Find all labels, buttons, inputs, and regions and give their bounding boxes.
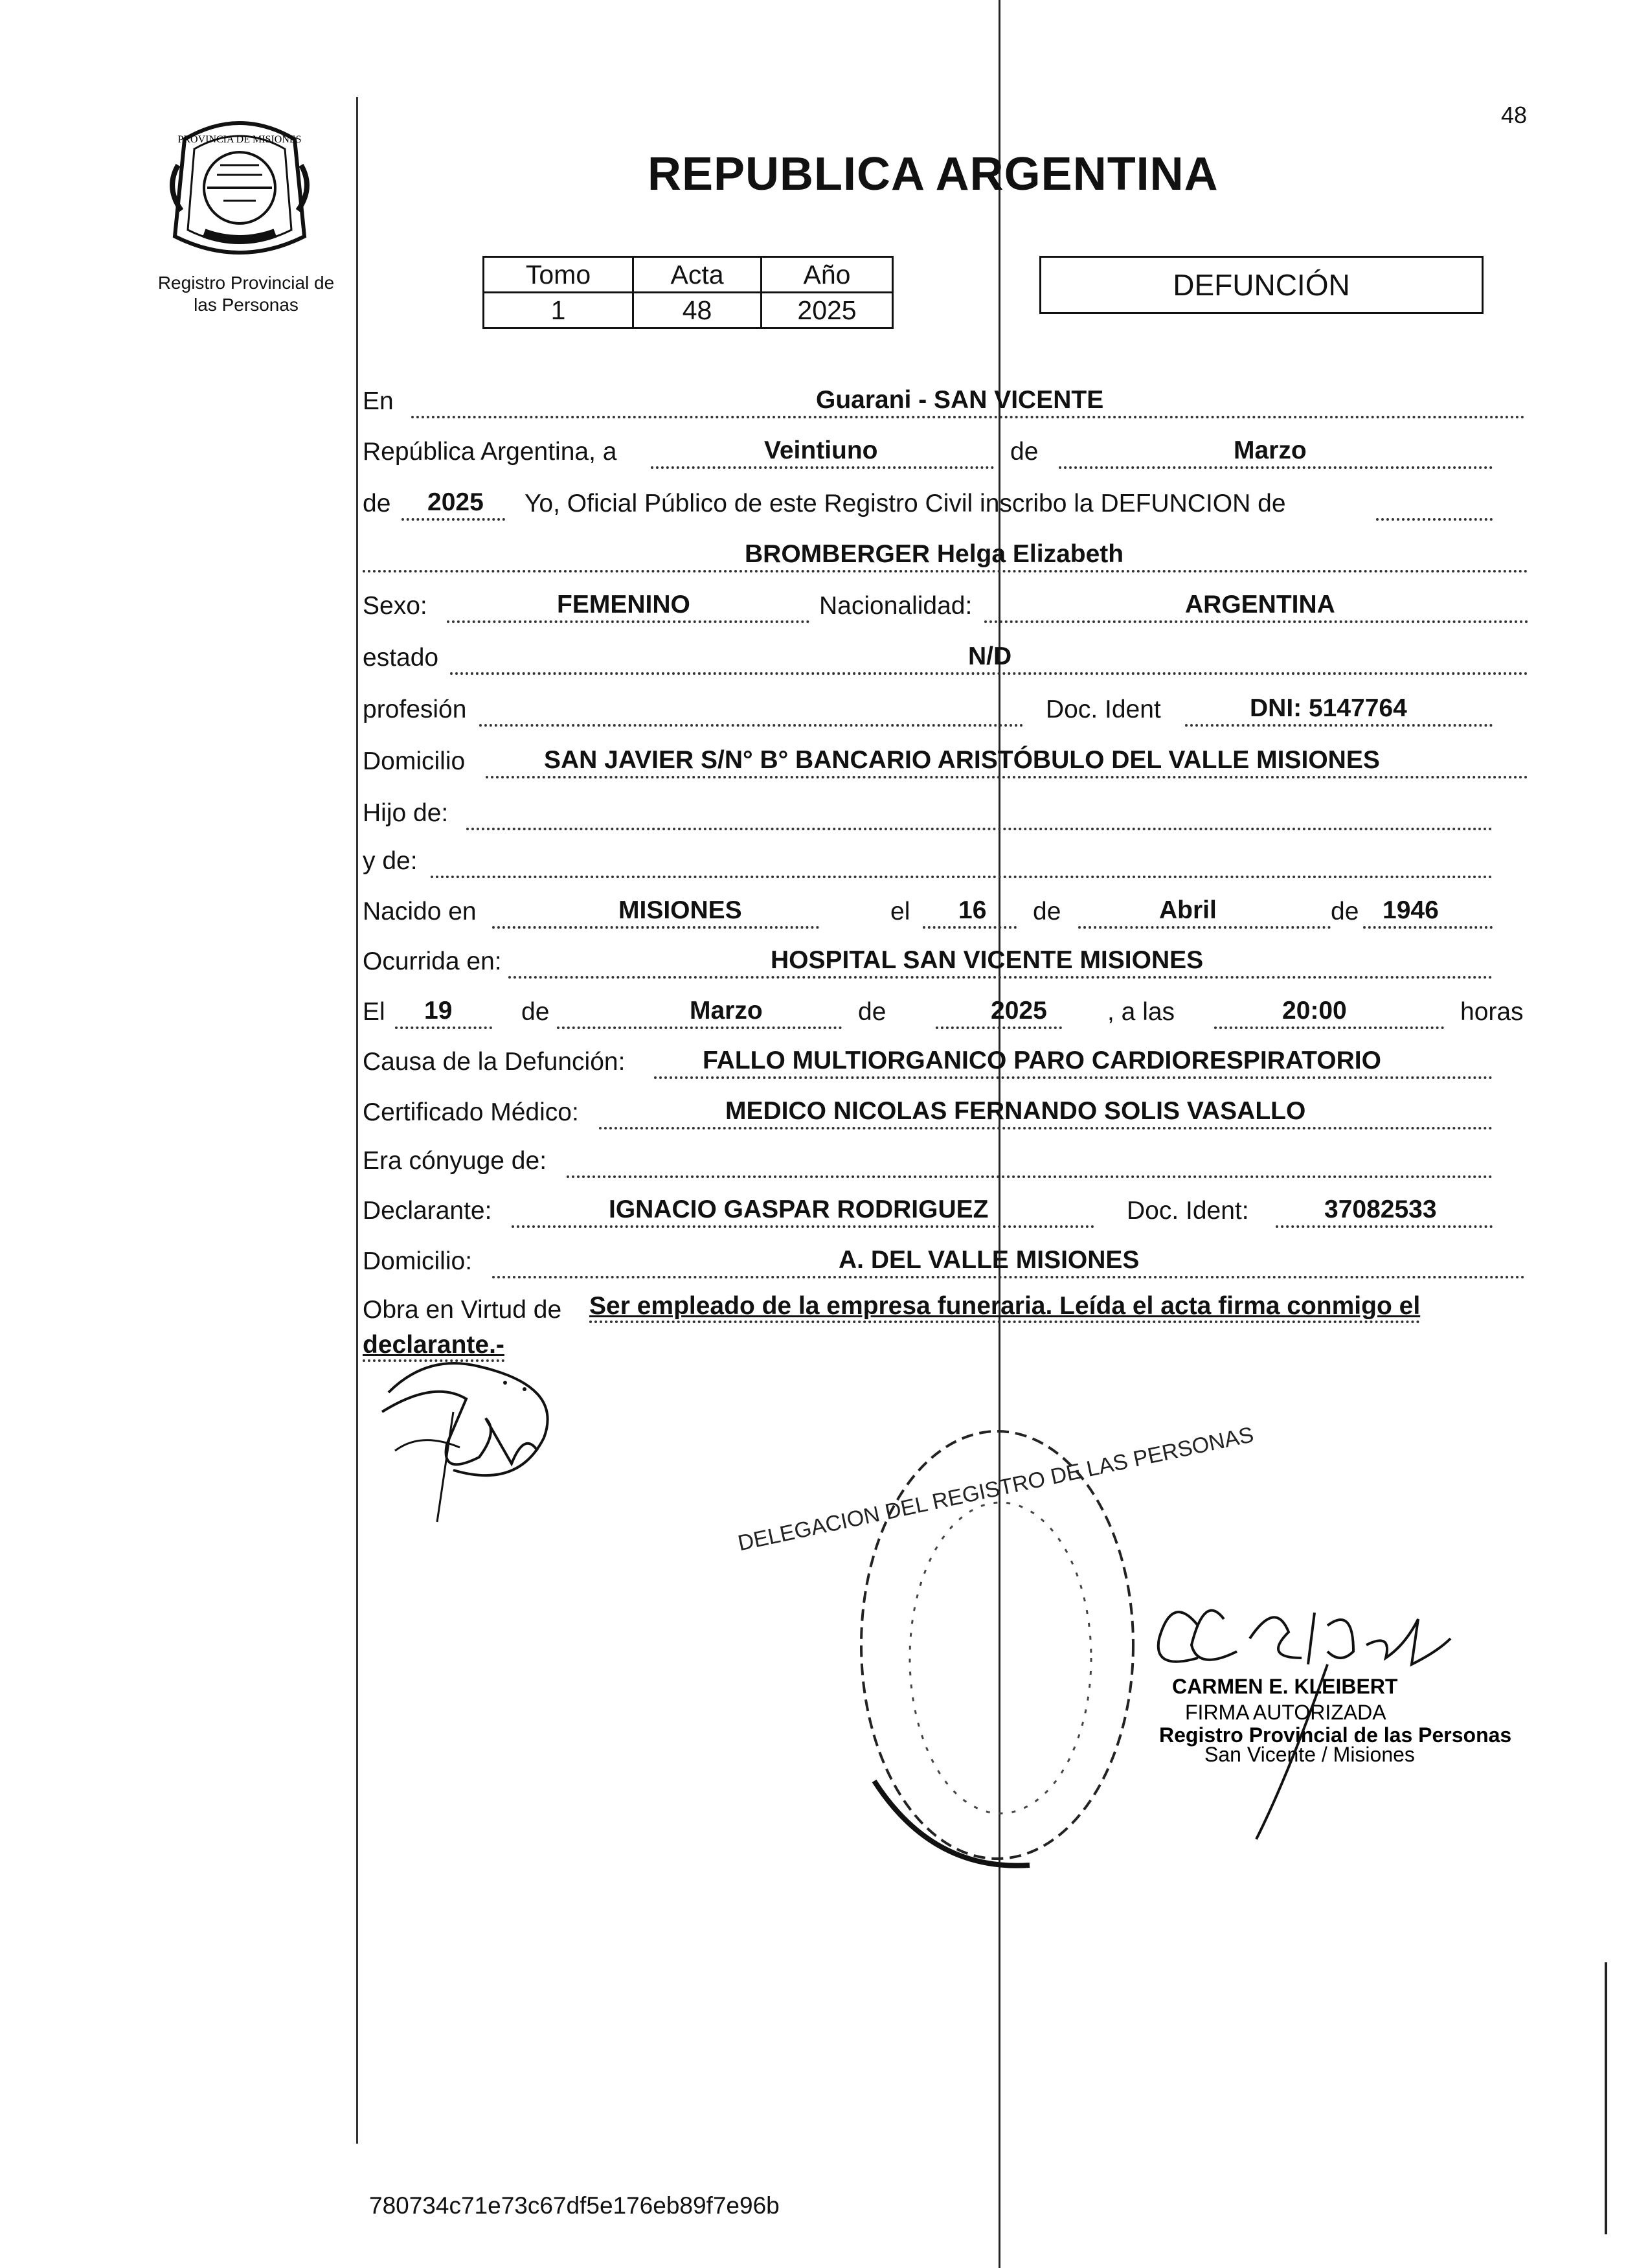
domicilio-label: Domicilio — [363, 747, 466, 775]
provincia-misiones-seal — [159, 113, 321, 262]
dotted-line — [512, 1225, 1094, 1228]
row-sexo — [363, 587, 1528, 626]
causa-value: FALLO MULTIORGANICO PARO CARDIORESPIRATORIO — [703, 1047, 1381, 1074]
row-profesion — [363, 690, 1528, 729]
svg-text:DELEGACION DEL REGISTRO DE LAS: DELEGACION DEL REGISTRO DE LAS PERSONAS — [736, 1422, 1256, 1556]
death-year: 2025 — [991, 997, 1047, 1025]
day-text: Veintiuno — [764, 437, 878, 464]
value-tomo: 1 — [484, 293, 633, 328]
domicilio-2-label: Domicilio: — [363, 1247, 473, 1275]
domicilio-2-value: A. DEL VALLE MISIONES — [839, 1246, 1140, 1274]
dotted-line — [936, 1026, 1062, 1029]
en-label: En — [363, 387, 394, 415]
death-de-1: de — [521, 998, 550, 1026]
row-nacido — [363, 892, 1528, 931]
death-month: Marzo — [690, 997, 763, 1025]
estado-label: estado — [363, 644, 439, 672]
left-margin-line — [356, 97, 358, 2144]
doc-ident-value: DNI: 5147764 — [1250, 694, 1407, 722]
domicilio-value: SAN JAVIER S/N° B° BANCARIO ARISTÓBULO DEL VALLE MISIONES — [544, 746, 1380, 774]
document-title: REPUBLICA ARGENTINA — [648, 148, 1219, 200]
certificado-label: Certificado Médico: — [363, 1098, 579, 1126]
republica-label: República Argentina, a — [363, 438, 617, 466]
dotted-line — [923, 926, 1017, 929]
value-acta: 48 — [633, 293, 762, 328]
row-obra — [363, 1291, 1528, 1330]
dotted-line — [450, 672, 1528, 675]
registry-name: Registro Provincial de las Personas — [157, 273, 335, 315]
horas-label: horas — [1460, 998, 1524, 1026]
right-edge-line — [1605, 1962, 1607, 2234]
death-de-2: de — [858, 998, 886, 1026]
hijo-label: Hijo de: — [363, 799, 449, 827]
dotted-line — [654, 1076, 1493, 1079]
death-el-label: El — [363, 998, 385, 1026]
dotted-line — [508, 976, 1493, 979]
header-acta: Acta — [633, 257, 762, 293]
row-conyuge — [363, 1142, 1528, 1181]
header-tomo: Tomo — [484, 257, 633, 293]
year-prefix-label: de — [363, 490, 391, 517]
dotted-line — [1059, 466, 1493, 469]
dotted-line — [479, 724, 1023, 727]
svg-text:Registro Provincial de las Per: Registro Provincial de las Personas — [1159, 1723, 1512, 1747]
a-las-label: , a las — [1107, 998, 1175, 1026]
dotted-line — [567, 1175, 1493, 1178]
svg-text:San Vicente / Misiones: San Vicente / Misiones — [1204, 1743, 1415, 1766]
dotted-line — [1214, 1026, 1444, 1029]
dotted-line — [363, 570, 1528, 573]
obra-value-2: declarante.- — [363, 1331, 504, 1362]
dotted-line — [447, 620, 809, 623]
record-type: DEFUNCIÓN — [1173, 268, 1350, 302]
svg-text:FIRMA AUTORIZADA: FIRMA AUTORIZADA — [1185, 1701, 1386, 1724]
conyuge-label: Era cónyuge de: — [363, 1147, 547, 1175]
birth-de-1: de — [1033, 898, 1061, 925]
declarante-doc-label: Doc. Ident: — [1127, 1197, 1249, 1225]
dotted-line — [1376, 518, 1493, 521]
dotted-line — [492, 1276, 1525, 1278]
row-domicilio-2 — [363, 1242, 1528, 1281]
dotted-line — [651, 466, 994, 469]
dotted-line — [411, 416, 1525, 418]
declarante-signature — [376, 1354, 583, 1528]
row-estado — [363, 639, 1528, 677]
ocurrida-value: HOSPITAL SAN VICENTE MISIONES — [771, 946, 1204, 974]
de-label: de — [1010, 438, 1039, 466]
row-y-de — [363, 842, 1528, 881]
nacido-label: Nacido en — [363, 898, 477, 925]
month-text: Marzo — [1234, 437, 1307, 464]
sexo-label: Sexo: — [363, 592, 427, 620]
fold-line — [999, 0, 1000, 2268]
dotted-line — [486, 776, 1528, 778]
el-label: el — [890, 898, 910, 925]
row-ocurrida — [363, 942, 1528, 981]
value-ano: 2025 — [762, 293, 893, 328]
tomo-acta-ano-table — [482, 256, 894, 329]
dotted-line — [599, 1127, 1493, 1129]
dotted-line — [557, 1026, 842, 1029]
obra-value: Ser empleado de la empresa funeraria. Leída el acta firma conmigo el — [589, 1292, 1420, 1323]
dotted-line — [401, 518, 505, 521]
birth-de-2: de — [1331, 898, 1359, 925]
nacionalidad-value: ARGENTINA — [1185, 591, 1335, 618]
birth-month: Abril — [1159, 896, 1217, 924]
row-republica — [363, 433, 1528, 471]
birth-day: 16 — [958, 896, 987, 924]
dotted-line — [466, 828, 1493, 830]
row-death-date — [363, 993, 1528, 1032]
document-hash: 780734c71e73c67df5e176eb89f7e96b — [369, 2192, 780, 2219]
declarante-label: Declarante: — [363, 1197, 492, 1225]
obra-label: Obra en Virtud de — [363, 1296, 562, 1324]
authorized-signature-block — [1146, 1580, 1512, 1852]
dotted-line — [431, 876, 1493, 878]
y-de-label: y de: — [363, 847, 418, 875]
dotted-line — [1078, 926, 1331, 929]
dotted-line — [1276, 1225, 1493, 1228]
declarante-doc-value: 37082533 — [1324, 1196, 1437, 1223]
header-ano: Año — [762, 257, 893, 293]
en-value: Guarani - SAN VICENTE — [816, 386, 1104, 414]
svg-text:CARMEN E. KLEIBERT: CARMEN E. KLEIBERT — [1172, 1675, 1398, 1698]
dotted-line — [984, 620, 1528, 623]
profesion-label: profesión — [363, 696, 467, 723]
deceased-name: BROMBERGER Helga Elizabeth — [745, 540, 1124, 568]
doc-ident-label: Doc. Ident — [1046, 696, 1161, 723]
row-deceased-name — [363, 536, 1528, 575]
row-en — [363, 382, 1528, 421]
page-number: 48 — [1501, 102, 1528, 128]
sexo-value: FEMENINO — [557, 591, 690, 618]
row-declarante — [363, 1192, 1528, 1230]
estado-value: N/D — [968, 642, 1012, 670]
dotted-line — [492, 926, 819, 929]
nacido-value: MISIONES — [618, 896, 742, 924]
declarante-value: IGNACIO GASPAR RODRIGUEZ — [609, 1196, 989, 1223]
dotted-line — [1363, 926, 1493, 929]
ocurrida-label: Ocurrida en: — [363, 947, 502, 975]
row-certificado — [363, 1093, 1528, 1132]
year-value: 2025 — [427, 488, 484, 516]
row-year — [363, 484, 1528, 523]
nacionalidad-label: Nacionalidad: — [819, 592, 973, 620]
registry-stamp — [736, 1418, 1256, 1885]
dotted-line — [1185, 724, 1493, 727]
death-day: 19 — [424, 997, 453, 1025]
certificado-value: MEDICO NICOLAS FERNANDO SOLIS VASALLO — [725, 1097, 1306, 1125]
dotted-line — [395, 1026, 492, 1029]
birth-year: 1946 — [1383, 896, 1439, 924]
row-hijo — [363, 794, 1528, 833]
death-time: 20:00 — [1282, 997, 1347, 1025]
row-domicilio — [363, 742, 1528, 781]
row-causa — [363, 1043, 1528, 1082]
inscribo-text: Yo, Oficial Público de este Registro Civil inscribo la DEFUNCION de — [525, 490, 1286, 517]
causa-label: Causa de la Defunción: — [363, 1048, 626, 1076]
record-type-box — [1039, 256, 1484, 314]
svg-text:PROVINCIA DE MISIONES: PROVINCIA DE MISIONES — [177, 134, 302, 145]
